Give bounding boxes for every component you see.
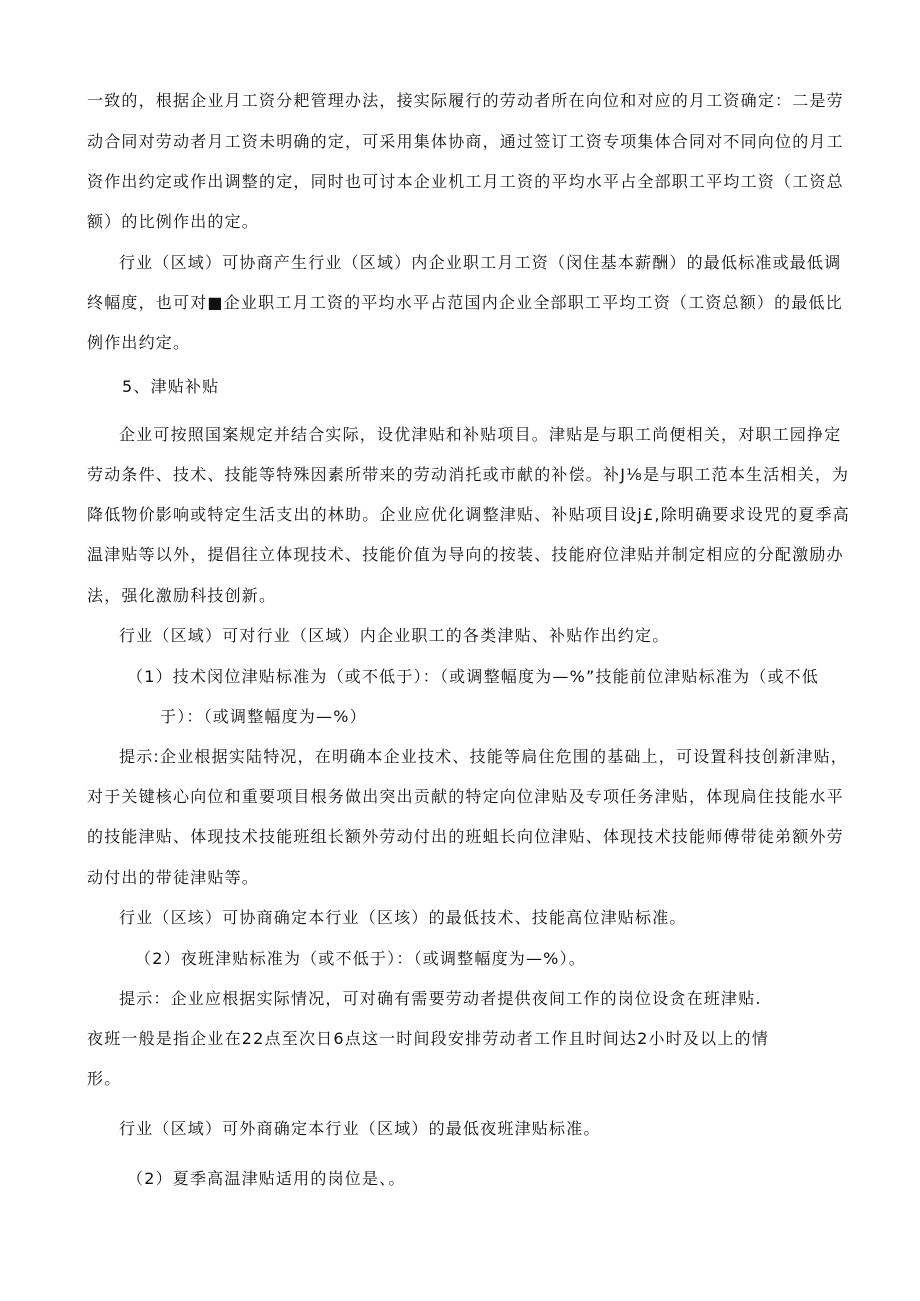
text-line: 动合同对劳动者月工资未明确的定，可采用集体协商，通过签订工资专项集体合同对不同向位的月工: [87, 132, 844, 151]
text-line: 提示：企业应根据实际情况，可对确有需要劳动者提供夜间工作的岗位设贪在班津贴.: [119, 989, 762, 1008]
text-line: 对于关键核心向位和重要项目根务做出突出贡献的特定向位津贴及专项任务津贴，体现扃住技能水平: [87, 787, 844, 806]
text-line: 企业可按照国案规定并结合实际，设优津贴和补贴项目。津贴是与职工尚便相关，对职工园挣定: [119, 425, 842, 444]
text-line: （2）夜班津贴标准为（或不低于）：（或调整幅度为—%）。: [135, 949, 586, 968]
text-line: 提示:企业根据实陆特况，在明确本企业技术、技能等扃住危围的基础上，可设置科技创新津贴，: [119, 747, 848, 766]
text-line: 终幅度，也可对■企业职工月工资的平均水平占范国内企业全部职工平均工资（工资总额）的最低比: [87, 293, 843, 312]
text-line: 动付出的带徒津贴等。: [87, 868, 260, 887]
text-line: 降低物价影响或特定生活支出的林助。企业应优化调整津贴、补贴项目设j£,除明确要求设咒的夏季高: [87, 505, 850, 524]
text-line: （1）技术闵位津贴标准为（或不低于）：（或调整幅度为—%”技能前位津贴标准为（或不低: [127, 667, 820, 686]
text-line: 于）：（或调整幅度为—%）: [160, 707, 367, 726]
text-line: 形。: [87, 1069, 122, 1088]
text-line: 的技能津贴、体现技术技能班组长额外劳动付出的班蛆长向位津贴、体现技术技能师傅带徒弟额外劳: [87, 827, 844, 846]
text-line: （2）夏季高温津贴适用的岗位是、。: [127, 1169, 406, 1188]
text-line: 夜班一般是指企业在22点至次日6点这一时间段安排劳动者工作且时间达2小时及以上的情: [87, 1029, 769, 1048]
text-line: 资作出约定或作出调整的定，同时也可讨本企业机工月工资的平均水平占全部职工平均工资（工资总: [87, 172, 844, 191]
text-line: 行业（区域）可外商确定本行业（区域）的最低夜班津贴标准。: [119, 1119, 601, 1138]
text-line: 法，强化激励科技创新。: [87, 586, 277, 605]
text-line: 劳动条件、技术、技能等特殊因素所带来的劳动消托或市献的补偿。补J⅛是与职工范本生活相关，为: [87, 465, 850, 484]
text-line: 行业（区域）可对行业（区域）内企业职工的各类津贴、补贴作出约定。: [119, 626, 670, 645]
text-line: 行业（区垓）可协商确定本行业（区垓）的最低技术、技能高位津贴标准。: [119, 908, 687, 927]
text-line: 一致的，根据企业月工资分耙管理办法，接实际履行的劳动者所在向位和对应的月工资确定：二是劳: [87, 91, 844, 110]
text-line: 温津贴等以外，提倡往立体现技术、技能价值为导向的按装、技能府位津贴并制定相应的分配激励办: [87, 545, 844, 564]
text-line: 例作出约定。: [87, 333, 191, 352]
text-line: 行业（区域）可协商产生行业（区域）内企业职工月工资（闵住基本薪酬）的最低标准或最低调: [119, 253, 842, 272]
section-heading: 5、津贴补贴: [122, 377, 220, 396]
text-line: 额）的比例作出的定。: [87, 212, 260, 231]
